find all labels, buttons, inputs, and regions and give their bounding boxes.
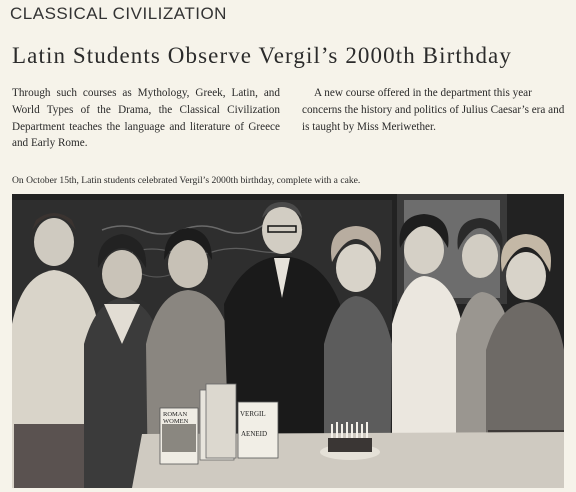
book-title-line-1: ROMAN [163,411,188,418]
body-paragraph-right: A new course offered in the department this year concerns the history and politics of Julius Caesar’s era and is taught by Miss Meriwether. [302,87,565,133]
article-headline: Latin Students Observe Vergil’s 2000th Birthday [12,43,512,68]
book-title-line-2: WOMEN [163,418,189,425]
photo-illustration [12,194,564,488]
body-paragraph-left: Through such courses as Mythology, Greek, Latin, and World Types of the Drama, the Classical Civilization Department teaches the language and literature of Greece and Early Rome. [12,87,280,150]
photo-caption: On October 15th, Latin students celebrated Vergil’s 2000th birthday, complete with a cake. [12,175,361,186]
section-title: CLASSICAL CIVILIZATION [10,4,227,23]
book-title-line-2: AENEID [241,430,268,438]
book-stack [200,384,236,460]
book-vergil-aeneid [238,402,278,458]
group-photo [12,194,564,488]
book-title-line-1: VERGIL [240,410,266,418]
book-roman-women [160,408,198,464]
